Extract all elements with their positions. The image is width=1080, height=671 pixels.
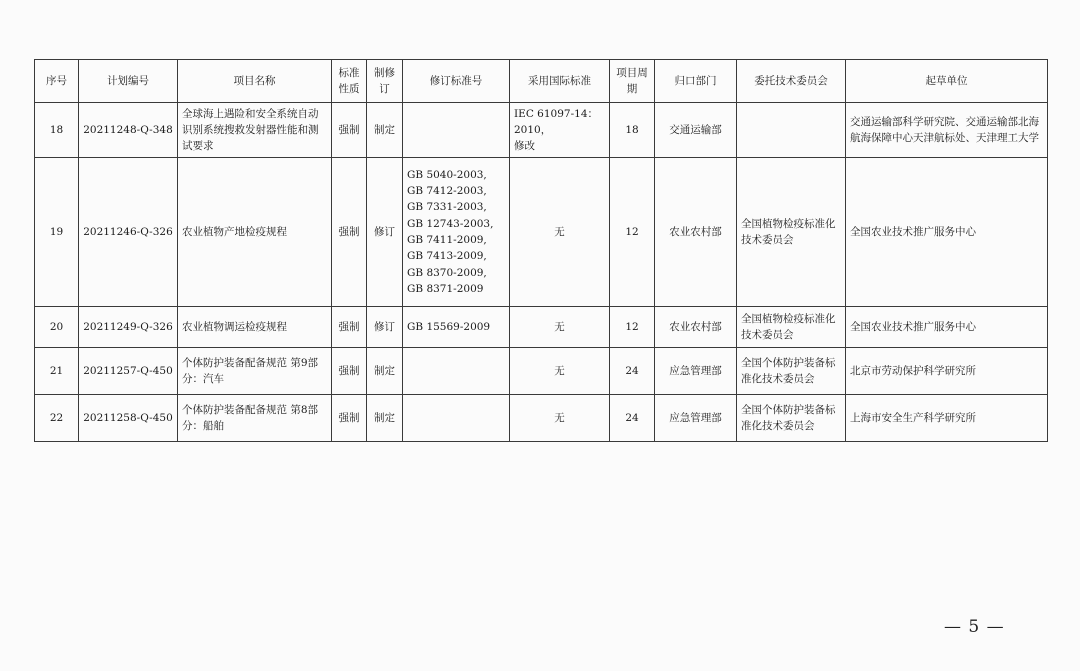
cell-line: GB 7412-2003, <box>407 185 487 198</box>
table-row <box>35 307 1048 348</box>
cell-plan-no: 20211246-Q-326 <box>79 158 178 307</box>
cell-department: 农业农村部 <box>655 158 737 307</box>
cell-period: 24 <box>610 348 655 395</box>
cell-intl-standard <box>510 307 610 348</box>
cell-line: 无 <box>554 225 565 238</box>
cell-intl-standard <box>510 103 610 158</box>
header-plan-no: 计划编号 <box>79 60 178 103</box>
cell-nature: 强制 <box>332 348 367 395</box>
cell-drafter: 上海市安全生产科学研究所 <box>846 395 1048 442</box>
cell-period: 12 <box>610 307 655 348</box>
cell-nature: 强制 <box>332 395 367 442</box>
cell-seq: 21 <box>35 348 79 395</box>
table-row <box>35 158 1048 307</box>
cell-drafter: 交通运输部科学研究院、交通运输部北海航海保障中心天津航标处、天津理工大学 <box>846 103 1048 158</box>
cell-type: 修订 <box>367 158 403 307</box>
cell-line: GB 7411-2009, <box>407 234 487 246</box>
cell-plan-no: 20211257-Q-450 <box>79 348 178 395</box>
cell-revised-standard <box>403 158 510 307</box>
page-number: — 5 — <box>944 617 1005 637</box>
cell-committee <box>737 103 846 158</box>
cell-intl-standard <box>510 158 610 307</box>
cell-intl-standard <box>510 395 610 442</box>
cell-drafter: 全国农业技术推广服务中心 <box>846 158 1048 307</box>
header-department: 归口部门 <box>655 60 737 103</box>
cell-project-name: 农业植物产地检疫规程 <box>178 158 332 307</box>
cell-period: 18 <box>610 103 655 158</box>
cell-line: 无 <box>554 411 565 424</box>
header-intl-standard: 采用国际标准 <box>510 60 610 103</box>
cell-committee: 全国植物检疫标准化技术委员会 <box>737 307 846 348</box>
cell-nature: 强制 <box>332 103 367 158</box>
cell-line: 无 <box>554 320 565 333</box>
cell-seq: 18 <box>35 103 79 158</box>
table-row <box>35 103 1048 158</box>
cell-department: 农业农村部 <box>655 307 737 348</box>
cell-line: GB 7331-2003, <box>407 201 487 214</box>
cell-department: 交通运输部 <box>655 103 737 158</box>
cell-line: 修改 <box>514 140 535 153</box>
cell-drafter: 全国农业技术推广服务中心 <box>846 307 1048 348</box>
cell-project-name: 全球海上遇险和安全系统自动识别系统搜救发射器性能和测试要求 <box>178 103 332 158</box>
cell-project-name: 农业植物调运检疫规程 <box>178 307 332 348</box>
cell-revised-standard <box>403 103 510 158</box>
header-seq: 序号 <box>35 60 79 103</box>
table-row <box>35 395 1048 442</box>
cell-committee: 全国个体防护装备标准化技术委员会 <box>737 348 846 395</box>
header-project-name: 项目名称 <box>178 60 332 103</box>
cell-seq: 19 <box>35 158 79 307</box>
table-row <box>35 348 1048 395</box>
cell-drafter: 北京市劳动保护科学研究所 <box>846 348 1048 395</box>
cell-type: 修订 <box>367 307 403 348</box>
cell-nature: 强制 <box>332 158 367 307</box>
cell-type: 制定 <box>367 348 403 395</box>
cell-plan-no: 20211258-Q-450 <box>79 395 178 442</box>
cell-intl-standard <box>510 348 610 395</box>
header-revised-standard: 修订标准号 <box>403 60 510 103</box>
cell-line: GB 12743-2003, <box>407 217 494 230</box>
cell-project-name: 个体防护装备配备规范 第9部分：汽车 <box>178 348 332 395</box>
header-drafter: 起草单位 <box>846 60 1048 103</box>
cell-line: GB 7413-2009, <box>407 250 487 263</box>
cell-line: 2010， <box>514 123 552 136</box>
cell-seq: 22 <box>35 395 79 442</box>
cell-line: GB 15569-2009 <box>407 320 491 333</box>
cell-line: 无 <box>554 364 565 377</box>
cell-revised-standard <box>403 348 510 395</box>
cell-nature: 强制 <box>332 307 367 348</box>
cell-period: 12 <box>610 158 655 307</box>
cell-department: 应急管理部 <box>655 395 737 442</box>
cell-plan-no: 20211249-Q-326 <box>79 307 178 348</box>
cell-line: GB 8370-2009, <box>407 266 487 279</box>
standards-plan-table <box>34 59 1048 442</box>
cell-project-name: 个体防护装备配备规范 第8部分：船舶 <box>178 395 332 442</box>
cell-plan-no: 20211248-Q-348 <box>79 103 178 158</box>
header-nature: 标准性质 <box>332 60 367 103</box>
cell-revised-standard <box>403 395 510 442</box>
cell-type: 制定 <box>367 395 403 442</box>
header-type: 制修订 <box>367 60 403 103</box>
cell-type: 制定 <box>367 103 403 158</box>
header-committee: 委托技术委员会 <box>737 60 846 103</box>
cell-seq: 20 <box>35 307 79 348</box>
cell-period: 24 <box>610 395 655 442</box>
cell-line: GB 5040-2003, <box>407 168 487 181</box>
cell-revised-standard <box>403 307 510 348</box>
cell-department: 应急管理部 <box>655 348 737 395</box>
cell-committee: 全国植物检疫标准化技术委员会 <box>737 158 846 307</box>
cell-line: IEC 61097-14： <box>514 107 598 120</box>
header-period: 项目周期 <box>610 60 655 103</box>
cell-line: GB 8371-2009 <box>407 282 484 295</box>
table-header-row <box>35 60 1048 103</box>
cell-committee: 全国个体防护装备标准化技术委员会 <box>737 395 846 442</box>
